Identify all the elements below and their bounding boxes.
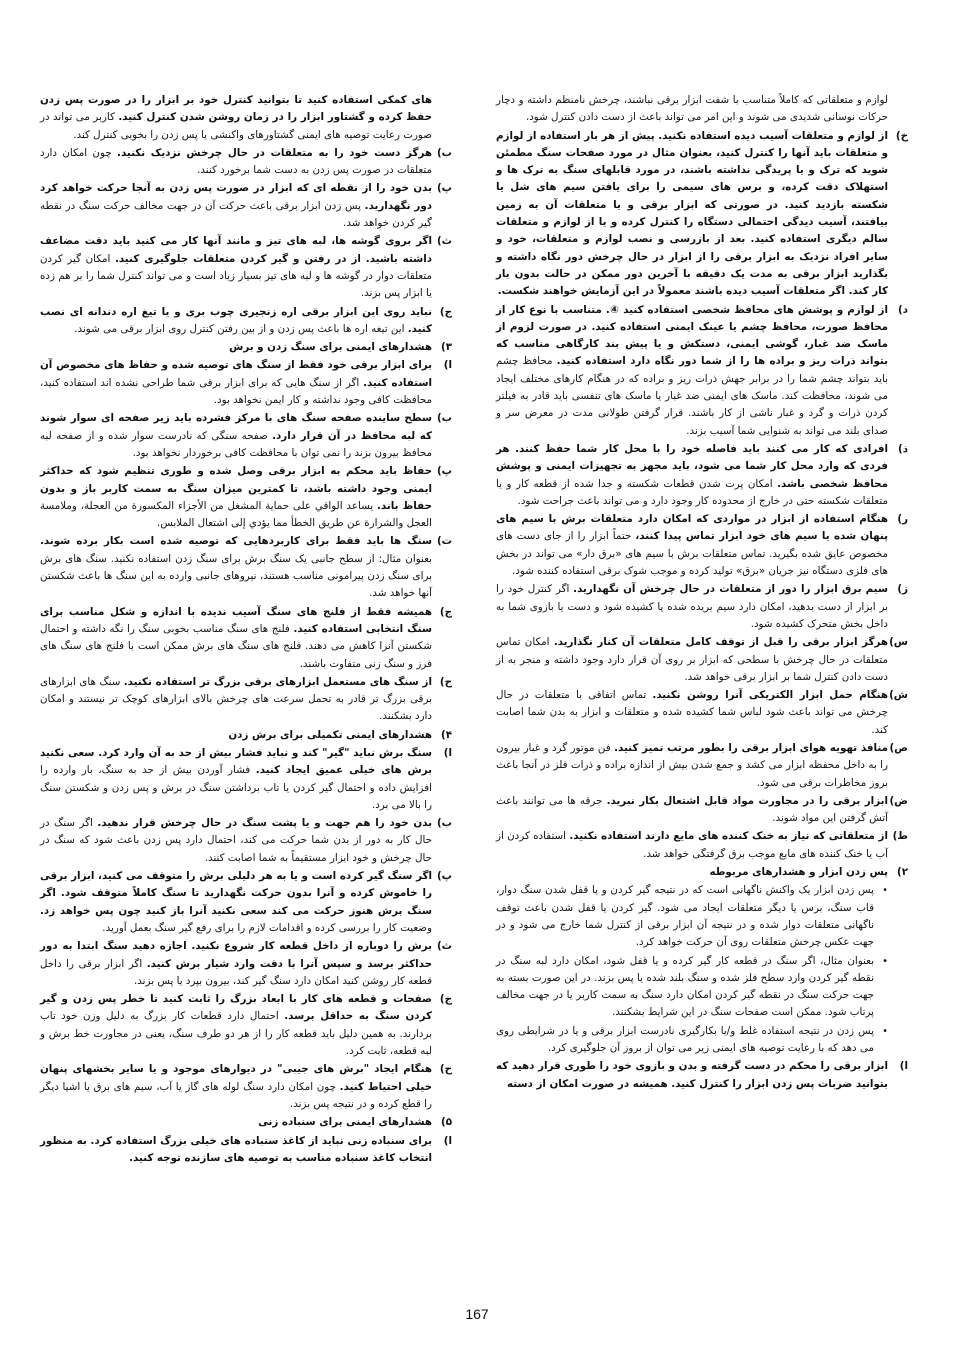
item-marker: ب): [436, 412, 452, 425]
item-sh: ش) هنگام حمل ابزار الکتریکی آنرا روشن نکنید. تماس اتفاقی با متعلقات در حال چرخش می تواند باعث شود لباس شما کشیده شده و متعلقات و ابزار به بدن شما اصابت کند.: [496, 689, 908, 736]
s3-item-j: ج) همیشه فقط از فلنج های سنگ آسیب ندیده با اندازه و شکل مناسب برای سنگ انتخابی استفاده کنید. فلنج های سنگ مناسب بخوبی سنگ را نگه داشته و احتمال شکستن آنرا کاهش می دهند. فلنج های سنگ های برش ممکن است با فلنج های سنگ های فرز و سنگ زنی متفاوت باشند.: [40, 605, 452, 670]
item-z2: ز) سیم برق ابزار را دور از متعلقات در حال چرخش آن نگهدارید. اگر کنترل خود را بر ابزار از دست بدهید، امکان دارد سیم بریده شده یا کشیده شود و دست یا بازوی شما به داخل بخش متحرک کشیده شود.: [496, 583, 908, 630]
item-marker: ذ): [898, 442, 908, 455]
s3-item-t: ت) سنگ ها باید فقط برای کاربردهایی که توصیه شده است بکار برده شوند. بعنوان مثال: از سطح جانبی یک سنگ برش برای سنگ زدن استفاده نکنید. سنگ های برش برای سنگ زدن پیرامونی مناسب هستند، نیروهای جانبی وارده به این سنگ ها باعث شکستن آنها خواهد شد.: [40, 535, 452, 600]
bullet-icon: •: [882, 1025, 888, 1037]
item-marker: ش): [889, 689, 908, 702]
section-number: ۲): [896, 866, 908, 879]
item-r: ر) هنگام استفاده از ابزار در مواردی که امکان دارد متعلقات برش با سیم های پنهان شده یا سیم های خود ابزار تماس پیدا کنند، حتماً ابزار را از جای دست های مخصوص عایق شده بگیرید. تماس متعلقات برش با سیم های «برق دار» می تواند در بخش های فلزی دستگاه نیز جریان «برق» تولید کرده و موجب شوک برقی استفاده کننده شود.: [496, 513, 908, 578]
item-marker: ث): [436, 235, 452, 248]
s3-item-b: ب) سطح ساینده صفحه سنگ های با مرکز فشرده باید زیر صفحه ای سوار شوند که لبه محافظ در آن قرار دارد. صفحه سنگی که نادرست سوار شده و از صفحه لبه محافظ بیرون بزند را نمی توان با محافظت کافی برخوردار نخواهد بود.: [40, 412, 452, 459]
item-marker: ا): [443, 359, 452, 372]
item-marker: ط): [892, 830, 908, 843]
item-marker: پ): [436, 465, 452, 478]
item-marker: ج): [439, 605, 452, 618]
s3-item-p: پ) حفاظ باید محکم به ابزار برقی وصل شده و طوری تنظیم شود که حداکثر ایمنی وجود داشته باشد، تا کمترین میزان سنگ به سمت کاربر باز و بدون حفاظ باند. يساعد الواقي على حماية المشغل من الأجزاء المكسورة من العجلة، وملامسة العجل والشرارة عن طريق الخطأ مما يؤدي إلى اشتعال الملابس.: [40, 465, 452, 530]
s4-item-j: ج) صفحات و قطعه های کار با ابعاد بزرگ را ثابت کنید تا خطر پس زدن و گیر کردن سنگ به حداقل برسد. احتمال دارد قطعات کار بزرگ به دلیل وزن خود تاب بردارند. به همین دلیل باید قطعه کار را از هر دو طرف سنگ، یعنی در مجاورت خط برش و لبه قطعه، ثابت کرد.: [40, 993, 452, 1058]
section-heading-3: ۳) هشدارهای ایمنی برای سنگ زدن و برش: [40, 339, 452, 356]
item-marker: ب): [436, 146, 452, 159]
item-b: ب) هرگز دست خود را به متعلقات در حال چرخش نزدیک نکنید. چون امکان دارد متعلقات در صورت پس زدن به دست شما برخورد کنند.: [40, 146, 452, 177]
item-marker: خ): [895, 129, 908, 142]
item-marker: د): [898, 303, 908, 316]
left-column: [40, 92, 452, 1168]
paragraph: لوازم و متعلقاتی که کاملاً متناسب با شفت ابزار برقی نباشند، چرخش نامنظم داشته و دچار حرکات نوسانی شدیدی می شوند و این امر می تواند باعث از دست دادن کنترل شود.: [496, 94, 888, 124]
section-number: ۴): [440, 728, 452, 741]
item-marker: ح): [439, 1063, 452, 1076]
section-number: ۳): [440, 341, 452, 354]
item-marker: ا): [443, 746, 452, 759]
item-t: ط) از متعلقاتی که نیاز به خنک کننده های مایع دارند استفاده نکنید. استفاده کردن از آب یا خنک کننده های مایع موجب برق گرفتگی خواهد شد.: [496, 830, 908, 860]
item-z3: ض) ابزار برقی را در مجاورت مواد قابل اشتعال بکار نبرید. جرقه ها می توانند باعث آتش گرفتن این مواد شوند.: [496, 794, 908, 825]
right-column: [496, 92, 908, 1094]
item-marker: ح): [439, 675, 452, 688]
item-marker: پ): [436, 182, 452, 195]
page-number: 167: [465, 1306, 489, 1322]
s4-item-b: ب) بدن خود را هم جهت و یا پشت سنگ در حال چرخش قرار ندهید. اگر سنگ در حال کار به دور از بدن شما حرکت می کند، احتمال دارد پس زدن باعث شود که سنگ در حال چرخش و خود ابزار مستقیماً به شما اصابت کنند.: [40, 817, 452, 864]
item-marker: ض): [889, 794, 908, 807]
item-marker: ج): [439, 993, 452, 1006]
item-marker: ت): [436, 535, 452, 548]
item-d: د) از لوازم و پوشش های محافظ شخصی استفاده کنید ④. متناسب با نوع کار از محافظ صورت، محافظ چشم یا عینک ایمنی استفاده کنید. در صورت لزوم از ماسک ضد غبار، گوشی ایمنی، دستکش و یا پیش بند کارگاهی مناسب که بتواند ذرات ریز و براده ها را از شما دور نگاه دارد استفاده کنید. محافظ چشم باید بتواند چشم شما را در برابر جهش ذرات ریز و براده که در هنگام کارهای مختلف ایجاد می شوند، محافظت کند. ماسک های ایمنی ضد غبار یا ماسک های تنفسی باید قادر به فیلتر کردن ذرات و گرد و غبار ناشی از کار باشند. قرار گرفتن طولانی مدت در معرض سر و صدای بلند می تواند به شنوایی شما آسیب بزند.: [496, 303, 908, 437]
s4-item-th: ث) برش را دوباره از داخل قطعه کار شروع نکنید. اجازه دهید سنگ ابتدا به دور حداکثر برسد و سپس آنرا با دقت وارد شیار برش کنید. اگر ابزار برقی را داخل قطعه کار روشن کنید امکان دارد سنگ گیر کند، بیرون بپرد یا پس بزند.: [40, 940, 452, 987]
item-marker: ز): [897, 583, 908, 596]
paragraph: های کمکی استفاده کنید تا بتوانید کنترل خود بر ابزار را در صورت پس زدن حفظ کرده و گشتاور ابزار را در زمان روشن شدن کنترل کنید. کاربر می تواند در صورت رعایت توصیه های ایمنی گشتاورهای واکنشی یا پس زدن را بخوبی کنترل کند.: [40, 94, 432, 141]
bullet-item: • پس زدن ابزار یک واکنش ناگهانی است که در نتیجه گیر کردن و یا قفل شدن سنگ دوار، قاب سنگ، برس یا دیگر متعلقات ایجاد می شود. گیر کردن یا قفل شدن باعث توقف ناگهانی متعلقات دوار شده و در نتیجه آن ابزار برقی از کنترل شما خارج می شود و در جهت عکس چرخش متعلقات روی آن حرکت خواهد کرد.: [496, 884, 888, 949]
item-marker: پ): [436, 870, 452, 883]
s3-item-h: ح) از سنگ های مستعمل ابزارهای برقی بزرگ تر استفاده نکنید. سنگ های ابزارهای برقی بزرگ تر قادر به تحمل سرعت های چرخش بالای ابزارهای کوچک تر نیستند و امکان دارد بشکنند.: [40, 675, 452, 723]
item-marker: ر): [897, 513, 908, 526]
item-marker: ج): [439, 305, 452, 318]
item-p: پ) بدن خود را از نقطه ای که ابزار در صورت پس زدن به آنجا حرکت خواهد کرد دور نگهدارید. پس زدن ابزار برقی باعث حرکت آن در جهت مخالف حرکت سنگ در نقطه گیر کردن خواهد شد.: [40, 182, 452, 230]
item-marker: ص): [889, 741, 908, 754]
bullet-icon: •: [882, 885, 888, 897]
item-s: س) هرگز ابزار برقی را قبل از توقف کامل متعلقات آن کنار نگذارید. امکان تماس متعلقات در حال چرخش با سطحی که ابزار بر روی آن قرار دارد وجود داشته و منجر به از دست دادن کنترل شما بر ابزار برقی خواهد شد.: [496, 636, 908, 683]
item-j: ج) نباید روی این ابزار برقی اره زنجیری چوب بری و یا تیغ اره دندانه ای نصب کنید. این تیغه اره ها باعث پس زدن و از بین رفتن کنترل روی ابزار برقی می شوند.: [40, 305, 452, 335]
s3-item-alef: ا) برای ابزار برقی خود فقط از سنگ های توصیه شده و حفاظ های مخصوص آن استفاده کنید. اگر از سنگ هایی که برای ابزار برقی شما طراحی نشده اند استفاده کنید، محافظت کافی وجود نداشته و کار ایمن نخواهد بود.: [40, 359, 452, 407]
item-marker: ا): [899, 1060, 908, 1073]
item-s2: ص) منافذ تهویه هوای ابزار برقی را بطور مرتب تمیز کنید. فن موتور گرد و غبار بیرون را به داخل محفظه ابزار می کشد و جمع شدن بیش از اندازه براده و ذرات فلز در آنجا باعث بروز مخاطرات برقی می شود.: [496, 741, 908, 789]
section-heading-4b: ۴) هشدارهای ایمنی تکمیلی برای برش زدن: [40, 727, 452, 744]
item-marker: ب): [436, 817, 452, 830]
item-marker: س): [889, 636, 908, 649]
item-th: ث) اگر بروی گوشه ها، لبه های تیز و مانند آنها کار می کنید باید دقت مضاعف داشته باشید. از در رفتن و گیر کردن متعلقات جلوگیری کنید. امکان گیر کردن متعلقات دوار در گوشه ها و لبه های تیز بسیار زیاد است و می تواند کنترل شما را بر هم زده یا ابزار پس بزند.: [40, 235, 452, 300]
section-heading-4: ۲) پس زدن ابزار و هشدارهای مربوطه: [496, 864, 908, 881]
item-marker: ث): [436, 940, 452, 953]
s4-item-alef: ا) سنگ برش نباید "گیر" کند و نباید فشار بیش از حد به آن وارد کرد. سعی نکنید برش های خیلی عمیق ایجاد کنید. فشار آوردن بیش از حد به سنگ، بار وارده را افزایش داده و احتمال گیر کردن یا تاب برداشتن سنگ در برش و پس زدن و شکستن سنگ را بالا می برد.: [40, 746, 452, 811]
section-number: ۵): [440, 1116, 452, 1129]
s5-item-alef: ا) برای سنباده زنی نباید از کاغذ سنباده های خیلی بزرگ استفاده کرد. به منظور انتخاب کاغذ سنباده مناسب به توصیه های سازنده توجه کنید.: [40, 1134, 452, 1164]
s4-item-p: پ) اگر سنگ گیر کرده است و یا به هر دلیلی برش را متوقف می کنید، ابزار برقی را خاموش کرده و آنرا بدون حرکت نگهدارید تا سنگ کاملاً متوقف شود. اگر سنگ برش هنوز حرکت می کند سعی نکنید آنرا باز کنید چون پس خواهد زد. وضعیت کار را بررسی کرده و اقدامات لازم را برای رفع گیر سنگ بعمل آورید.: [40, 870, 452, 934]
item-a1: ا) ابزار برقی را محکم در دست گرفته و بدن و بازوی خود را طوری قرار دهید که بتوانید ضربات پس زدن ابزار را کنترل کنید. همیشه در صورت امکان از دسته: [496, 1060, 908, 1090]
item-z1: ذ) افرادی که کار می کنند باید فاصله خود را با محل کار شما حفظ کنند. هر فردی که وارد محل کار شما می شود، باید مجهز به تجهیزات ایمنی و پوشش محافظ شخصی باشد. امکان پرت شدن قطعات شکسته و جدا شده از قطعه کار و یا متعلقات شکسته حتی در خارج از محدوده کار وجود دارد و می تواند باعث جراحت شود.: [496, 442, 908, 507]
bullet-item: • پس زدن در نتیجه استفاده غلط و/یا بکارگیری نادرست ابزار برقی و یا در شرایطی روی می دهد که با رعایت توصیه های ایمنی زیر می توان از بروز آن جلوگیری کرد.: [496, 1024, 888, 1055]
item-marker: ا): [443, 1134, 452, 1147]
item-kh: خ) از لوازم و متعلقات آسیب دیده استفاده نکنید. پیش از هر بار استفاده از لوازم و متعلقات باید آنها را کنترل کنید، بعنوان مثال در مورد صفحات سنگ مطمئن شوید که ترک و یا پریدگی نداشته باشند، در مورد قابلهای سنگ به ترک ها و استهلاک دقت کرده، و برس های سیمی را برای یافتن سیم های شل یا شکسته بازدید کنید. در صورتی که ابزار برقی و یا متعلقات آن به زمین بیافتند، آسیب دیدگی احتمالی دستگاه را کنترل کرده و یا از لوازم و متعلقات سالم دیگری استفاده کنید. بعد از بازرسی و نصب لوازم و متعلقات، خود و سایر افراد نزدیک به ابزار برقی را از ابزار در حال چرخش دور نگاه داشته و بگذارید ابزار برقی به مدت یک دقیقه با آخرین دور ممکن در حالت بدون بار کار کند. اگر متعلقات آسیب دیده باشند معمولاً در این آزمایش خواهند شکست.: [496, 129, 908, 298]
bullet-icon: •: [882, 955, 888, 967]
section-heading-5: ۵) هشدارهای ایمنی برای سنباده زنی: [40, 1114, 452, 1131]
s4-item-h: ح) هنگام ایجاد "برش های جیبی" در دیوارهای موجود و یا سایر بخشهای پنهان خیلی احتیاط کنید. چون امکان دارد سنگ لوله های گاز یا آب، سیم های برق یا اشیا دیگر را قطع کرده و در نتیجه پس بزند.: [40, 1063, 452, 1110]
bullet-item: • بعنوان مثال، اگر سنگ در قطعه کار گیر کرده و یا قفل شود، امکان دارد لبه سنگ در نقطه گیر کردن وارد سطح فلز شده و سنگ بلند شده یا پس بزند. در این صورت بسته به جهت حرکت سنگ در نقطه گیر کردن امکان دارد سنگ به سمت کاربر یا در جهت مخالف پرتاب شود. ممکن است صفحات سنگ در این شرایط بشکنند.: [496, 954, 888, 1019]
